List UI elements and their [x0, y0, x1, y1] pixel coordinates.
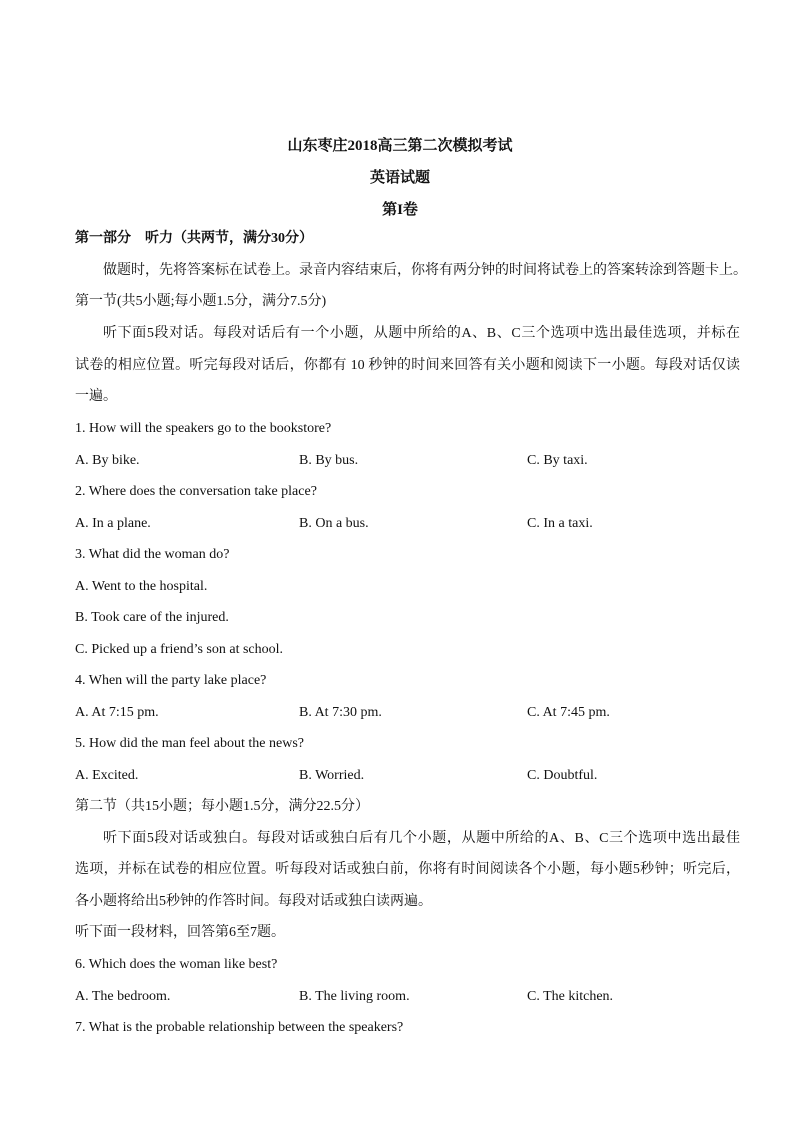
q1-option-b: B. By bus. — [299, 453, 359, 468]
q6-option-b: B. The living room. — [299, 989, 410, 1004]
question-6: 6. Which does the woman like best? — [75, 957, 278, 972]
section1-instruction-line1: 听下面5段对话。每段对话后有一个小题，从题中所给的A、B、C三个选项中选出最佳选项，并标在 — [103, 326, 740, 341]
question-5: 5. How did the man feel about the news? — [75, 736, 304, 751]
q2-option-a: A. In a plane. — [75, 516, 151, 531]
q5-option-a: A. Excited. — [75, 768, 139, 783]
exam-volume: 第I卷 — [382, 202, 418, 218]
part1-heading: 第一部分 听力（共两节，满分30分） — [75, 231, 313, 246]
q6-option-c: C. The kitchen. — [527, 989, 614, 1004]
section1-heading: 第一节(共5小题;每小题1.5分，满分7.5分) — [75, 294, 327, 309]
q2-option-b: B. On a bus. — [299, 516, 369, 531]
section2-heading: 第二节（共15小题；每小题1.5分，满分22.5分） — [75, 799, 369, 814]
question-2: 2. Where does the conversation take place? — [75, 484, 317, 499]
part1-instruction: 做题时，先将答案标在试卷上。录音内容结束后，你将有两分钟的时间将试卷上的答案转涂到答题卡上。 — [103, 263, 747, 278]
q6-option-a: A. The bedroom. — [75, 989, 171, 1004]
q5-option-c: C. Doubtful. — [527, 768, 598, 783]
q5-option-b: B. Worried. — [299, 768, 365, 783]
q4-option-b: B. At 7:30 pm. — [299, 705, 382, 720]
question-1: 1. How will the speakers go to the bookstore? — [75, 421, 332, 436]
section2-instruction-line1: 听下面5段对话或独白。每段对话或独白后有几个小题，从题中所给的A、B、C三个选项中选出最佳 — [103, 831, 740, 846]
q4-option-c: C. At 7:45 pm. — [527, 705, 610, 720]
q3-option-c: C. Picked up a friend’s son at school. — [75, 642, 284, 657]
q2-option-c: C. In a taxi. — [527, 516, 593, 531]
q3-option-b: B. Took care of the injured. — [75, 610, 229, 625]
exam-subject: 英语试题 — [369, 170, 430, 186]
q3-option-a: A. Went to the hospital. — [75, 579, 208, 594]
section1-instruction-line2: 试卷的相应位置。听完每段对话后，你都有 10 秒钟的时间来回答有关小题和阅读下一小题。每段对话仅读 — [75, 358, 740, 373]
q4-option-a: A. At 7:15 pm. — [75, 705, 159, 720]
section2-instruction-line2: 选项，并标在试卷的相应位置。听每段对话或独白前，你将有时间阅读各个小题，每小题5秒钟；听完后， — [75, 862, 740, 877]
q1-option-c: C. By taxi. — [527, 453, 588, 468]
question-4: 4. When will the party lake place? — [75, 673, 267, 688]
q1-option-a: A. By bike. — [75, 453, 140, 468]
section2-instruction-line3: 各小题将给出5秒钟的作答时间。每段对话或独白读两遍。 — [75, 894, 432, 909]
exam-title: 山东枣庄2018高三第二次模拟考试 — [287, 138, 513, 154]
question-7: 7. What is the probable relationship between the speakers? — [75, 1020, 404, 1035]
material-intro: 听下面一段材料，回答第6至7题。 — [75, 925, 285, 940]
section1-instruction-line3: 一遍。 — [75, 389, 117, 404]
question-3: 3. What did the woman do? — [75, 547, 230, 562]
